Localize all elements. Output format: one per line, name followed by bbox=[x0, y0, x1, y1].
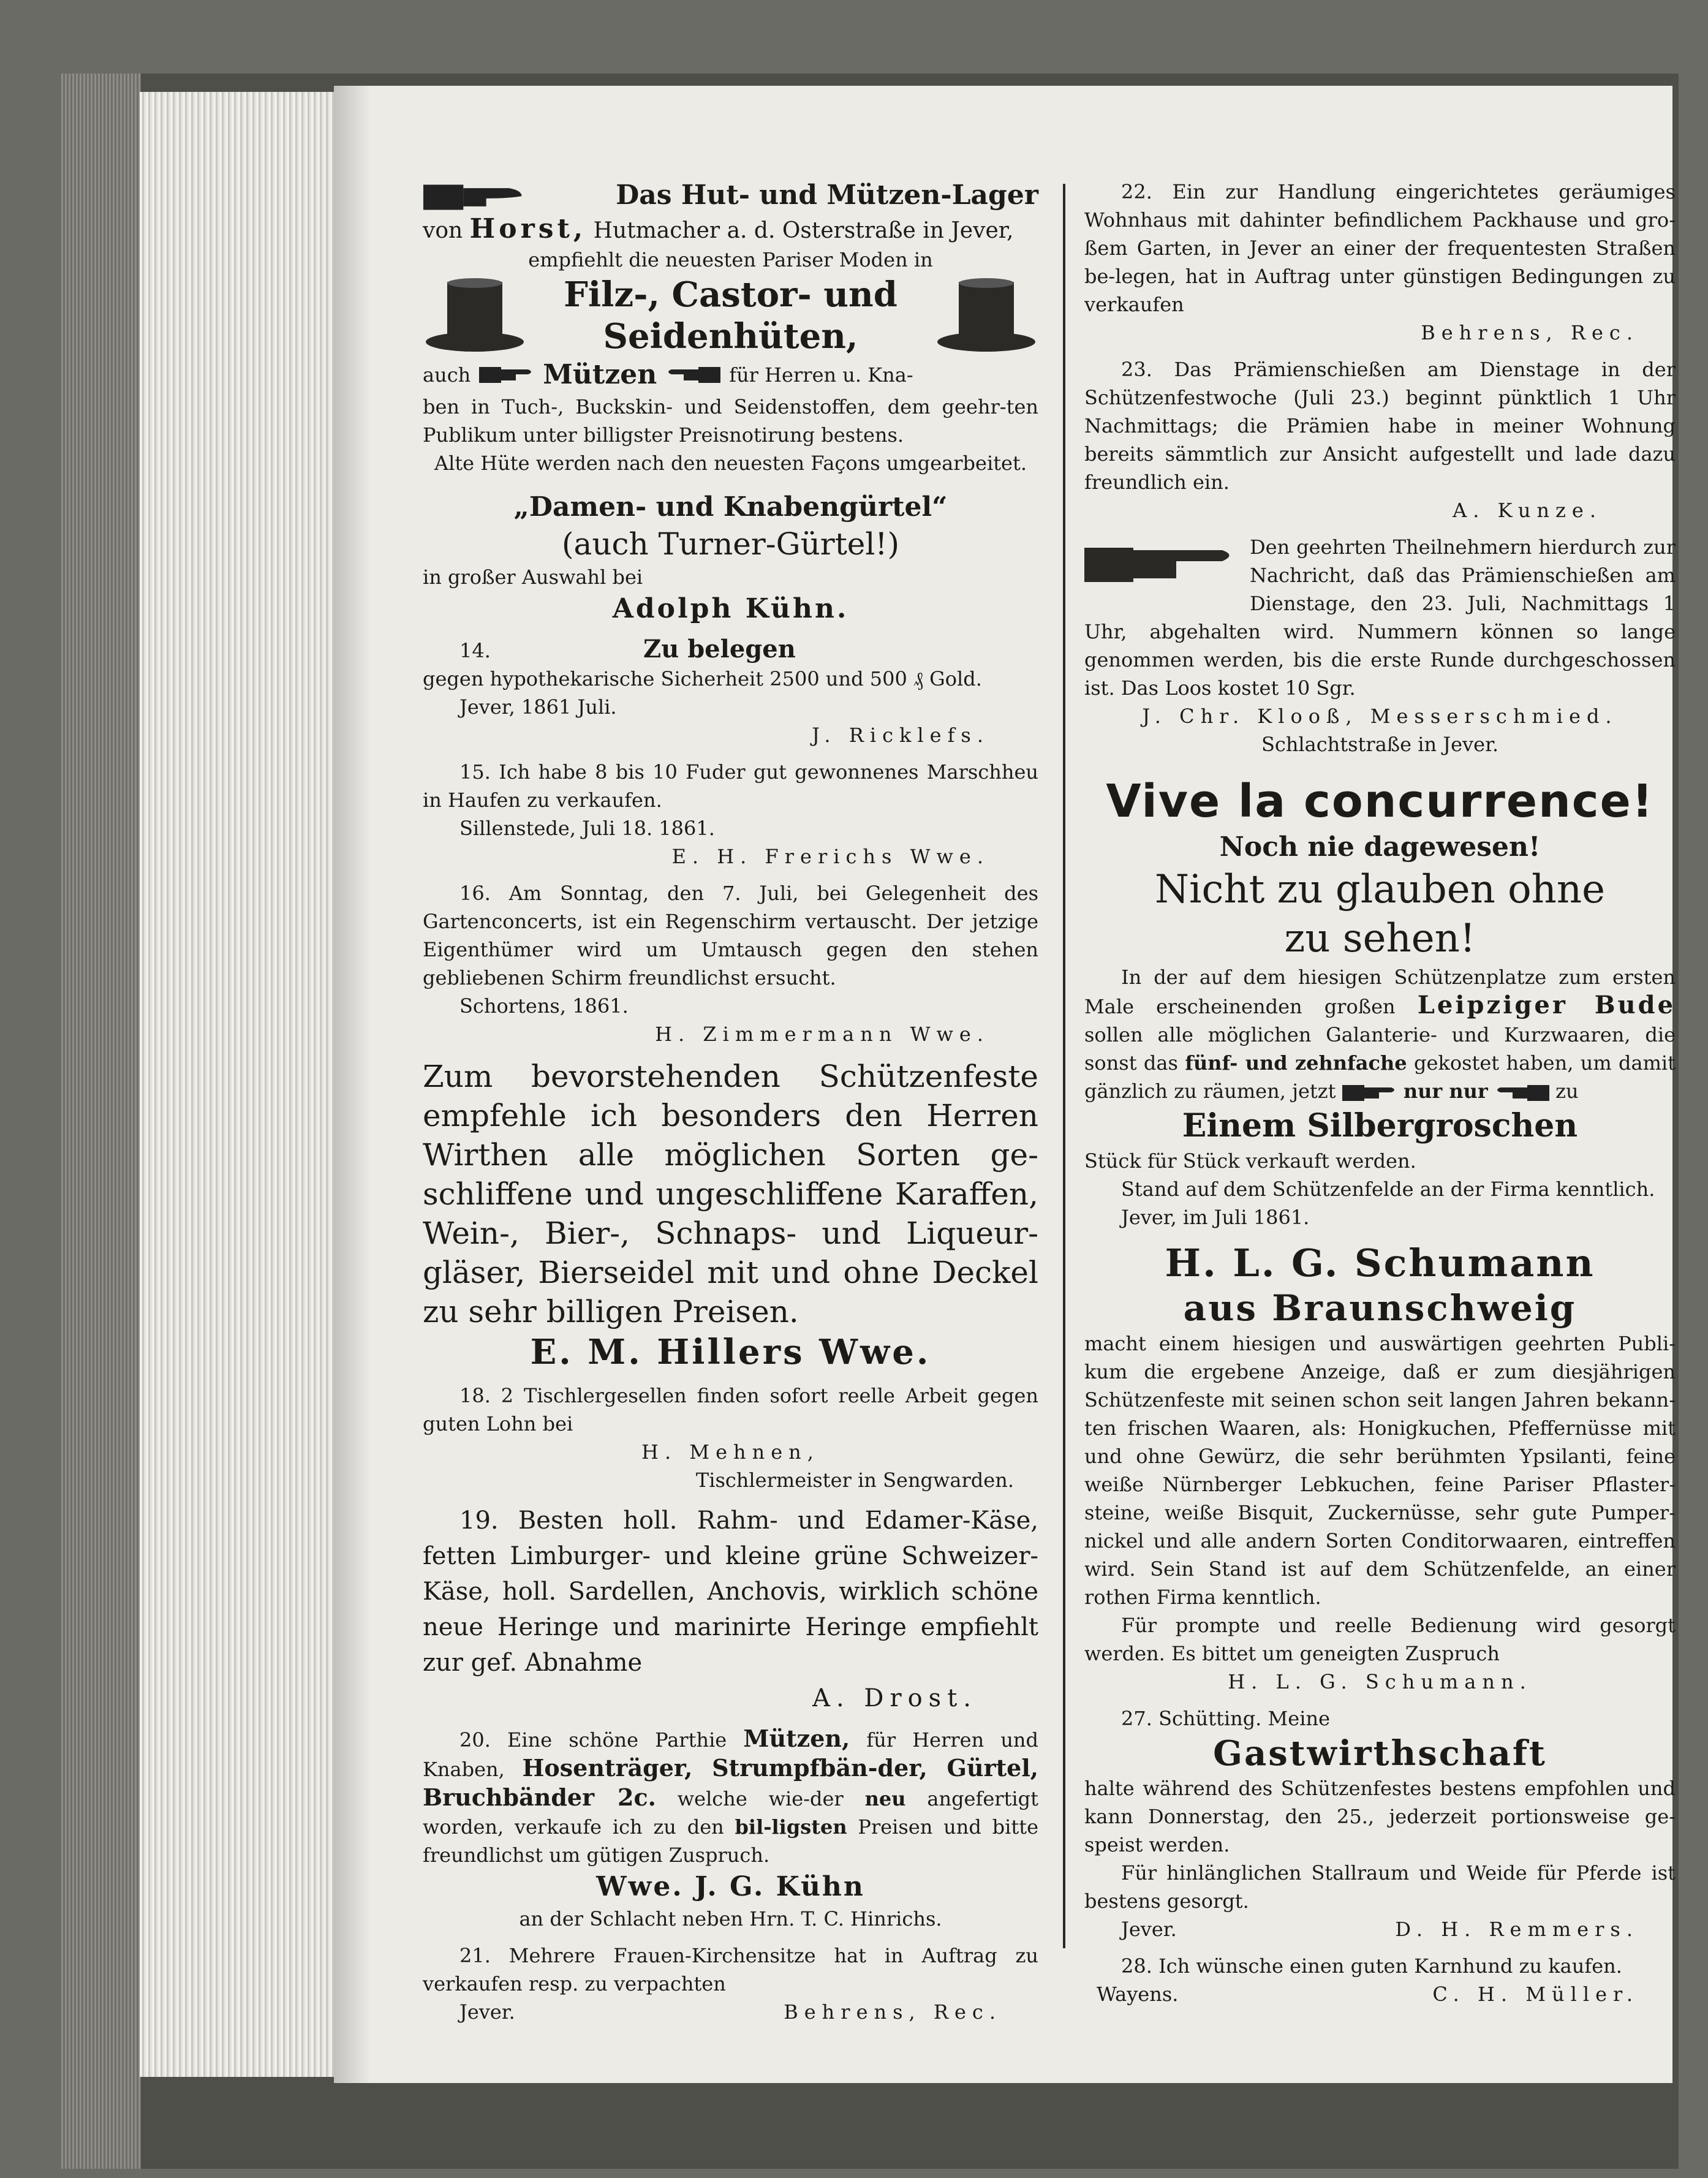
page-edges bbox=[140, 92, 336, 2077]
bude-heading3: Nicht zu glauben ohne bbox=[1155, 867, 1605, 912]
bude-heading4: zu sehen! bbox=[1284, 916, 1476, 961]
bude-body3: gekostet haben, um damit gänzlich zu räumen, jetzt bbox=[1084, 1051, 1676, 1103]
horst-body: ben in Tuch-, Buckskin- und Seidenstoffen, dem geehr-ten Publikum unter billigster Preisnotirung bestens. bbox=[423, 395, 1038, 447]
ad-27 bbox=[1084, 1704, 1676, 1943]
ad27-place: Jever. bbox=[1121, 1918, 1177, 1941]
ad22-sign: Behrens, Rec. bbox=[1421, 321, 1639, 344]
ad28-text: 28. Ich wünsche einen guten Karnhund zu kaufen. bbox=[1121, 1954, 1622, 1978]
bude-body2: sollen alle möglichen Galanterie- und Kurzwaaren, die sonst das bbox=[1084, 1023, 1676, 1075]
ad20-b2: Hosenträger, Strumpfbän-der, Gürtel, Bruchbänder 2c. bbox=[423, 1754, 1039, 1811]
ad27-pre: 27. Schütting. Meine bbox=[1121, 1707, 1330, 1730]
ad20-addr: an der Schlacht neben Hrn. T. C. Hinrichs. bbox=[519, 1907, 942, 1930]
right-column bbox=[1084, 178, 1676, 2017]
bude-nurnur: nur nur bbox=[1403, 1080, 1488, 1103]
left-column bbox=[423, 178, 1038, 2035]
horst-line3: empfiehlt die neuesten Pariser Moden in bbox=[528, 248, 933, 271]
bude-body1: In der auf dem hiesigen Schützenplatze zum ersten Male erscheinenden großen bbox=[1084, 966, 1676, 1018]
ad27-title: Gastwirthschaft bbox=[1213, 1733, 1547, 1774]
horst-von: von bbox=[423, 218, 463, 243]
ad22-text: 22. Ein zur Handlung eingerichtetes geräumiges Wohnhaus mit dahinter befindlichem Packhause und gro-ßem Garten, in Jever an einer der frequentesten Straßen be-legen, hat in Auftrag unter günstigen Bedingungen zu verkaufen bbox=[1084, 180, 1676, 316]
ad-horst bbox=[423, 178, 1038, 477]
horst-address: Hutmacher a. d. Osterstraße in Jever, bbox=[593, 218, 1014, 243]
schumann-heading1: H. L. G. Schumann bbox=[1165, 1241, 1595, 1285]
ad-18 bbox=[423, 1382, 1038, 1494]
ad14-num: 14. bbox=[459, 639, 491, 662]
ad20-b4: bil-ligsten bbox=[735, 1815, 847, 1839]
ad-22 bbox=[1084, 178, 1676, 347]
column-rule bbox=[1063, 184, 1065, 1948]
ad28-sign: C. H. Müller. bbox=[1432, 1983, 1639, 2006]
ad14-sign: J. Ricklefs. bbox=[812, 724, 989, 747]
ad20-name: Wwe. J. G. Kühn bbox=[596, 1871, 865, 1902]
ad15-place: Sillenstede, Juli 18. 1861. bbox=[459, 817, 715, 840]
bude-heading1: Vive la concurrence! bbox=[1106, 775, 1654, 828]
horst-note: Alte Hüte werden nach den neuesten Façons umgearbeitet. bbox=[434, 452, 1027, 475]
top-hat-icon bbox=[934, 276, 1038, 355]
ad27-body2: Für hinlänglichen Stallraum und Weide für Pferde ist bestens gesorgt. bbox=[1084, 1861, 1676, 1913]
ad20-b1: Mützen, bbox=[743, 1725, 850, 1752]
ad20-p3: welche wie-der bbox=[677, 1787, 844, 1810]
ad-klooss bbox=[1084, 533, 1676, 758]
ad15-sign: E. H. Frerichs Wwe. bbox=[671, 845, 989, 868]
ad21-text: 21. Mehrere Frauen-Kirchensitze hat in Auftrag zu verkaufen resp. zu verpachten bbox=[423, 1944, 1038, 1995]
ad20-p1: 20. Eine schöne Parthie bbox=[459, 1728, 727, 1752]
ad-kuhn-guertel bbox=[423, 490, 1038, 627]
ad16-text: 16. Am Sonntag, den 7. Juli, bei Gelegenheit des Gartenconcerts, ist ein Regenschirm vertauscht. Der jetzige Eigenthümer wird um Umtausch gegen den stehen gebliebenen Schirm freundlichst ersucht. bbox=[423, 882, 1038, 989]
book-cover-edge bbox=[61, 74, 141, 2169]
gutter-shadow bbox=[334, 86, 371, 2083]
ad16-sign: H. Zimmermann Wwe. bbox=[655, 1023, 989, 1046]
bude-funf: fünf- und zehnfache bbox=[1185, 1051, 1407, 1075]
bude-place: Jever, im Juli 1861. bbox=[1121, 1206, 1310, 1229]
ad19-text: 19. Besten holl. Rahm- und Edamer-Käse, fetten Limburger- und kleine grüne Schweizer-Käse, holl. Sardellen, Anchovis, wirklich schöne neue Heringe und marinirte Heringe empfiehlt zur gef. Abnahme bbox=[423, 1507, 1038, 1677]
schumann-heading2: aus Braunschweig bbox=[1183, 1287, 1577, 1329]
ad15-text: 15. Ich habe 8 bis 10 Fuder gut gewonnenes Marschheu in Haufen zu verkaufen. bbox=[423, 760, 1038, 812]
pointing-hand-icon bbox=[423, 180, 527, 214]
bude-leipziger: Leipziger Bude bbox=[1417, 991, 1676, 1019]
ad-15 bbox=[423, 758, 1038, 871]
ad-leipziger-bude bbox=[1084, 773, 1676, 1231]
ad21-sign: Behrens, Rec. bbox=[784, 2000, 1002, 2024]
ad14-place: Jever, 1861 Juli. bbox=[459, 695, 617, 719]
horst-name: Horst, bbox=[469, 213, 587, 244]
kuhn-line: in großer Auswahl bei bbox=[423, 565, 643, 589]
pointing-hand-right-icon bbox=[1342, 1083, 1397, 1103]
mutzen-label: Mützen bbox=[543, 359, 657, 390]
schumann-body2: Für prompte und reelle Bedienung wird gesorgt werden. Es bittet um geneigten Zuspruch bbox=[1084, 1614, 1676, 1665]
pointing-hand-left-icon bbox=[665, 365, 720, 385]
kuhn-name: Adolph Kühn. bbox=[612, 593, 849, 624]
ad-21 bbox=[423, 1942, 1038, 2026]
ad20-b3: neu bbox=[864, 1787, 906, 1810]
ad16-place: Schortens, 1861. bbox=[459, 994, 629, 1018]
schumann-body: macht einem hiesigen und auswärtigen geehrten Publi-kum die ergebene Anzeige, daß er zum diesjährigen Schützenfeste mit seinen schon seit langen Jahren bekann-ten frischen Waaren, als: Honigkuchen, Pfeffernüsse mit und ohne Gewürz, die sehr berühmten Ypsilanti, feine weiße Nürnberger Lebkuchen, feine Pariser Pflaster-steine, weiße Bisquit, Zuckernüsse, sehr gute Pumper-nickel und alle andern Sorten Conditorwaaren, eintreffen wird. Sein Stand ist auf dem Schützenfelde, an einer rothen Firma kenntlich. bbox=[1084, 1332, 1676, 1609]
hat-row bbox=[423, 274, 1038, 357]
mutzen-post: für Herren u. Kna- bbox=[729, 363, 913, 387]
ad14-title: Zu belegen bbox=[643, 635, 796, 664]
horst-heading2: Seidenhüten, bbox=[603, 316, 858, 357]
kuhn-heading2: (auch Turner-Gürtel!) bbox=[562, 526, 899, 562]
ad21-place: Jever. bbox=[459, 2000, 515, 2024]
hillers-body: Zum bevorstehenden Schützenfeste empfehle ich besonders den Herren Wirthen alle möglichen Sorten ge-schliffene und ungeschliffene Karaffen, Wein-, Bier-, Schnaps- und Liqueur-gläser, Bierseidel mit und ohne Deckel zu sehr billigen Preisen. bbox=[423, 1059, 1038, 1329]
ad20-p2: für Herren und Knaben, bbox=[423, 1728, 1039, 1781]
ad18-text: 18. 2 Tischlergesellen finden sofort reelle Arbeit gegen guten Lohn bei bbox=[423, 1384, 1038, 1435]
top-hat-icon bbox=[423, 276, 527, 355]
klooss-text: Den geehrten Theilnehmern hierdurch zur Nachricht, daß das Prämienschießen am Dienstage, den 23. Juli, Nachmittags 1 Uhr, abgehalten wird. Nummern können so lange genommen werden, bis die erste Runde durchgeschossen ist. Das Loos kostet 10 Sgr. bbox=[1084, 535, 1676, 700]
pointing-hand-right-icon bbox=[479, 365, 534, 385]
bude-price: Einem Silbergroschen bbox=[1182, 1107, 1578, 1144]
ad-16 bbox=[423, 879, 1038, 1048]
ad-28 bbox=[1084, 1952, 1676, 2008]
ad27-body: halte während des Schützenfestes bestens empfohlen und kann Donnerstag, den 25., jederzeit portionsweise ge-speist werden. bbox=[1084, 1777, 1676, 1856]
horst-line1: Das Hut- und Mützen-Lager bbox=[616, 180, 1038, 211]
bude-body5: Stand auf dem Schützenfelde an der Firma kenntlich. bbox=[1121, 1178, 1655, 1201]
klooss-addr: Schlachtstraße in Jever. bbox=[1261, 733, 1499, 756]
ad20-p5: Preisen und bitte freundlichst um gütigen Zuspruch. bbox=[423, 1815, 1039, 1867]
ad14-body: gegen hypothekarische Sicherheit 2500 und 500 ₰ Gold. bbox=[423, 667, 982, 690]
ad28-place: Wayens. bbox=[1097, 1983, 1179, 2006]
bude-body4: Stück für Stück verkauft werden. bbox=[1084, 1149, 1416, 1173]
mutzen-pre: auch bbox=[423, 363, 471, 387]
horst-heading1: Filz-, Castor- und bbox=[564, 274, 897, 315]
schumann-sign: H. L. G. Schumann. bbox=[1228, 1670, 1532, 1693]
ad-14 bbox=[423, 635, 1038, 749]
ad-20 bbox=[423, 1725, 1038, 1933]
pointing-hand-left-icon bbox=[1494, 1083, 1549, 1103]
hillers-name: E. M. Hillers Wwe. bbox=[530, 1332, 931, 1372]
ad18-sign: H. Mehnen, bbox=[641, 1440, 820, 1464]
ad23-text: 23. Das Prämienschießen am Dienstage in der Schützenfestwoche (Juli 23.) beginnt pünktlich 1 Uhr Nachmittags; die Prämien habe in meiner Wohnung bereits sämmtlich zur Ansicht aufgestellt und lade dazu freundlich ein. bbox=[1084, 358, 1676, 494]
ad19-sign: A. Drost. bbox=[812, 1684, 977, 1712]
ad18-sign2: Tischlermeister in Sengwarden. bbox=[695, 1469, 1014, 1492]
ad-hillers bbox=[423, 1057, 1038, 1373]
ad20-p4: angefertigt worden, verkaufe ich zu den bbox=[423, 1787, 1038, 1839]
klooss-sign: J. Chr. Klooß, Messerschmied. bbox=[1142, 705, 1618, 728]
ad-23 bbox=[1084, 355, 1676, 524]
ad23-sign: A. Kunze. bbox=[1453, 499, 1602, 522]
bude-heading2: Noch nie dagewesen! bbox=[1219, 831, 1541, 863]
ad-19 bbox=[423, 1503, 1038, 1716]
ad27-sign: D. H. Remmers. bbox=[1395, 1918, 1639, 1941]
kuhn-heading1: „Damen- und Knabengürtel“ bbox=[513, 491, 948, 523]
pointing-hand-icon bbox=[1084, 537, 1238, 592]
bude-zu: zu bbox=[1555, 1080, 1579, 1103]
ad-schumann bbox=[1084, 1240, 1676, 1696]
